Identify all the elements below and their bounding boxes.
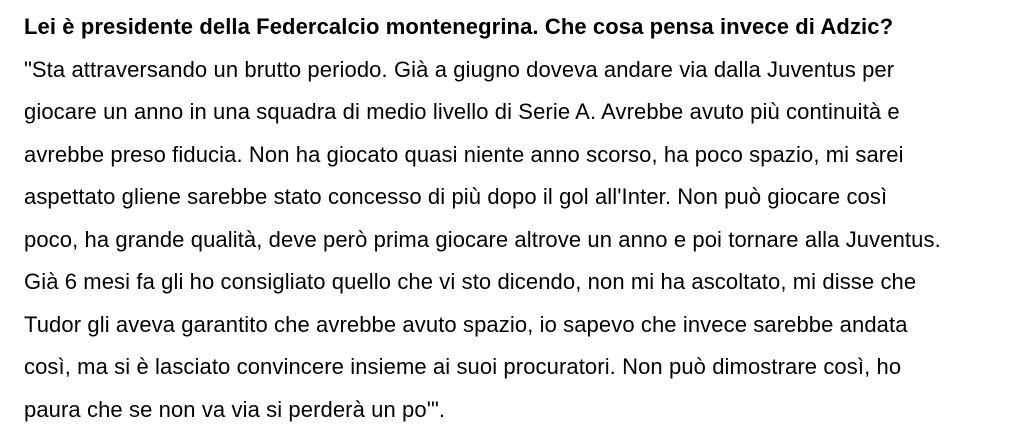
answer-line: aspettato gliene sarebbe stato concesso di più dopo il gol all'Inter. Non può giocare così xyxy=(24,184,888,209)
interview-answer xyxy=(24,49,1006,432)
answer-line: paura che se non va via si perderà un po'". xyxy=(24,396,446,422)
answer-line: avrebbe preso fiducia. Non ha giocato quasi niente anno scorso, ha poco spazio, mi sarei xyxy=(24,141,904,167)
answer-line: "Sta attraversando un brutto periodo. Già a giugno doveva andare via dalla Juventus per xyxy=(24,56,895,82)
answer-line: Tudor gli aveva garantito che avrebbe avuto spazio, io sapevo che invece sarebbe andata xyxy=(24,311,908,337)
answer-line: poco, ha grande qualità, deve però prima giocare altrove un anno e poi tornare alla Juventus. xyxy=(24,226,941,252)
interview-question: Lei è presidente della Federcalcio montenegrina. Che cosa pensa invece di Adzic? xyxy=(24,14,894,39)
answer-line: così, ma si è lasciato convincere insieme ai suoi procuratori. Non può dimostrare così, ho xyxy=(24,354,902,379)
answer-line: giocare un anno in una squadra di medio livello di Serie A. Avrebbe avuto più continuità e xyxy=(24,99,900,124)
answer-line: Già 6 mesi fa gli ho consigliato quello che vi sto dicendo, non mi ha ascoltato, mi disse che xyxy=(24,269,917,294)
